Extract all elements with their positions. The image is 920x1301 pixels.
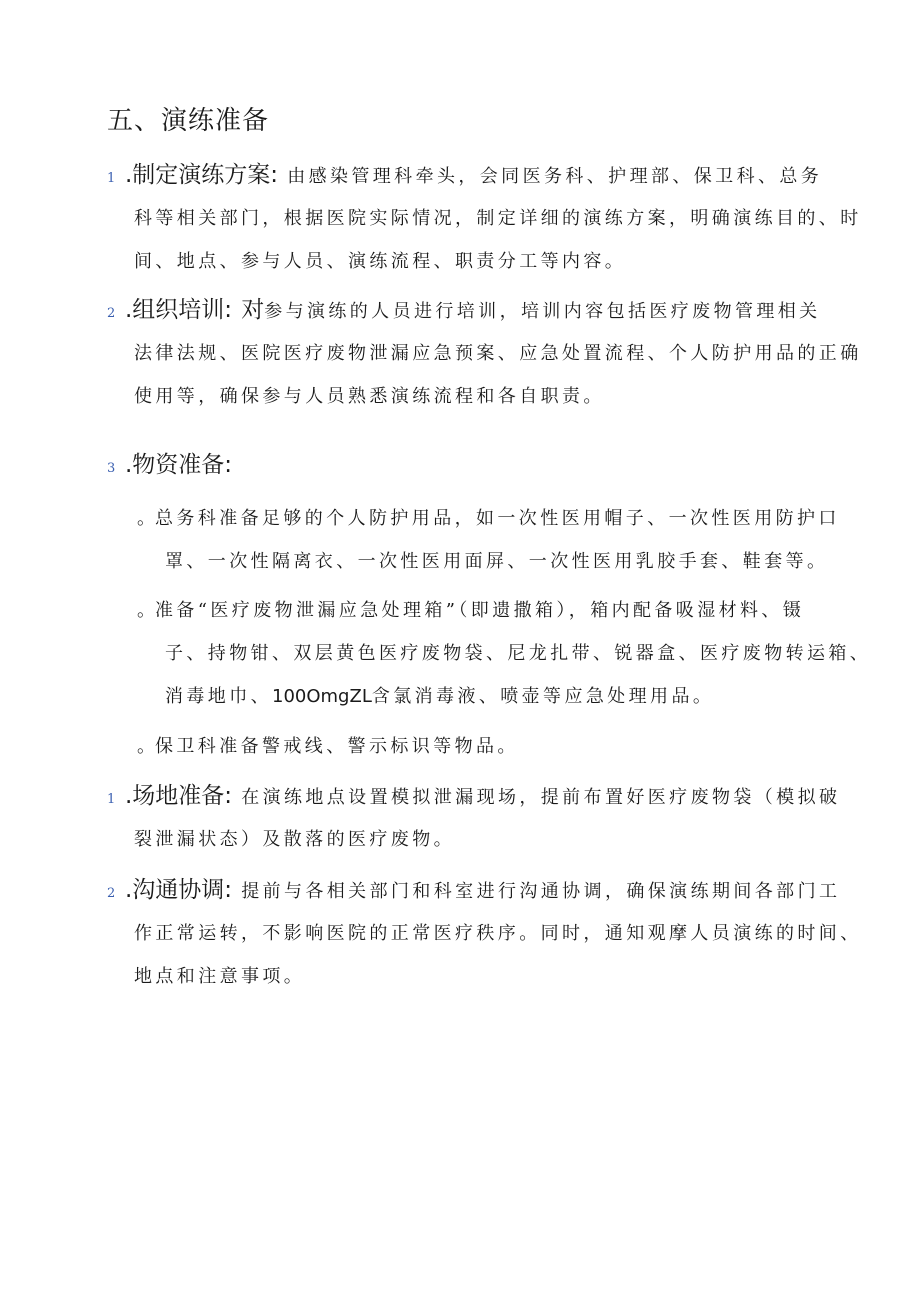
item-number: 1 (107, 171, 116, 186)
item-text: 裂泄漏状态）及散落的医疗废物。 (134, 829, 455, 850)
item-number: 1 (107, 792, 116, 807)
item-first-line (107, 154, 823, 197)
bullet-first-line (137, 497, 840, 540)
bullet-item (137, 589, 872, 718)
list-item (107, 154, 862, 283)
concentration-value: 100OmgZL (272, 686, 372, 707)
item-text: 法律法规、医院医疗废物泄漏应急预案、应急处置流程、个人防护用品的正确 (134, 343, 862, 364)
item-text: 作正常运转，不影响医院的正常医疗秩序。同时，通知观摩人员演练的时间、 (134, 923, 862, 944)
bullet-text: 子、持物钳、双层黄色医疗废物袋、尼龙扎带、锐器盒、医疗废物转运箱、 (165, 643, 872, 664)
item-heading-tail: 对 (241, 297, 265, 323)
section-title: 五、演练准备 (107, 106, 270, 136)
item-first-line (107, 289, 819, 332)
bullet-text: 保卫科准备警戒线、警示标识等物品。 (155, 736, 519, 757)
bullet-first-line (137, 589, 827, 632)
item-text: 提前与各相关部门和科室进行沟通协调，确保演练期间各部门工 (241, 881, 841, 902)
item-text: 由感染管理科牵头，会同医务科、护理部、保卫科、总务 (287, 166, 823, 187)
item-text: 使用等，确保参与人员熟悉演练流程和各自职责。 (134, 386, 605, 407)
bullet-first-line (137, 725, 827, 768)
item-first-line (107, 775, 841, 818)
bullet-text: 罩、一次性隔离衣、一次性医用面屏、一次性医用乳胶手套、鞋套等。 (165, 551, 829, 572)
item-heading: .物资准备: (125, 452, 233, 478)
list-item (107, 869, 862, 998)
bullet-text-line (137, 675, 827, 718)
item-text: 科等相关部门，根据医院实际情况，制定详细的演练方案，明确演练目的、时 (134, 208, 862, 229)
item-text: 间、地点、参与人员、演练流程、职责分工等内容。 (134, 251, 627, 272)
item-number: 2 (107, 306, 116, 321)
item-number: 2 (107, 886, 116, 901)
list-item (107, 444, 819, 487)
bullet-text: 总务科准备足够的个人防护用品，如一次性医用帽子、一次性医用防护口 (155, 508, 840, 529)
bullet-text: 准备“医疗废物泄漏应急处理箱”（即遗撒箱），箱内配备吸湿材料、镊 (155, 600, 805, 621)
item-first-line (107, 869, 841, 912)
item-text: 在演练地点设置模拟泄漏现场，提前布置好医疗废物袋（模拟破 (241, 787, 841, 808)
bullet-text: 含氯消毒液、喷壶等应急处理用品。 (371, 686, 715, 707)
bullet-item (137, 497, 840, 583)
item-heading: .场地准备: (125, 783, 233, 809)
bullet-marker: 。 (137, 736, 155, 757)
item-number: 3 (107, 461, 116, 476)
item-heading: .制定演练方案: (125, 162, 279, 188)
list-item (107, 289, 862, 418)
bullet-item (137, 725, 827, 768)
item-heading: .沟通协调: (125, 877, 233, 903)
bullet-marker: 。 (137, 508, 155, 529)
item-text: 地点和注意事项。 (134, 966, 306, 987)
item-first-line (107, 444, 819, 487)
bullet-text: 消毒地巾、 (165, 686, 272, 707)
item-heading: .组织培训: (125, 297, 233, 323)
item-text: 参与演练的人员进行培训，培训内容包括医疗废物管理相关 (264, 301, 821, 322)
list-item (107, 775, 841, 861)
bullet-marker: 。 (137, 600, 155, 621)
